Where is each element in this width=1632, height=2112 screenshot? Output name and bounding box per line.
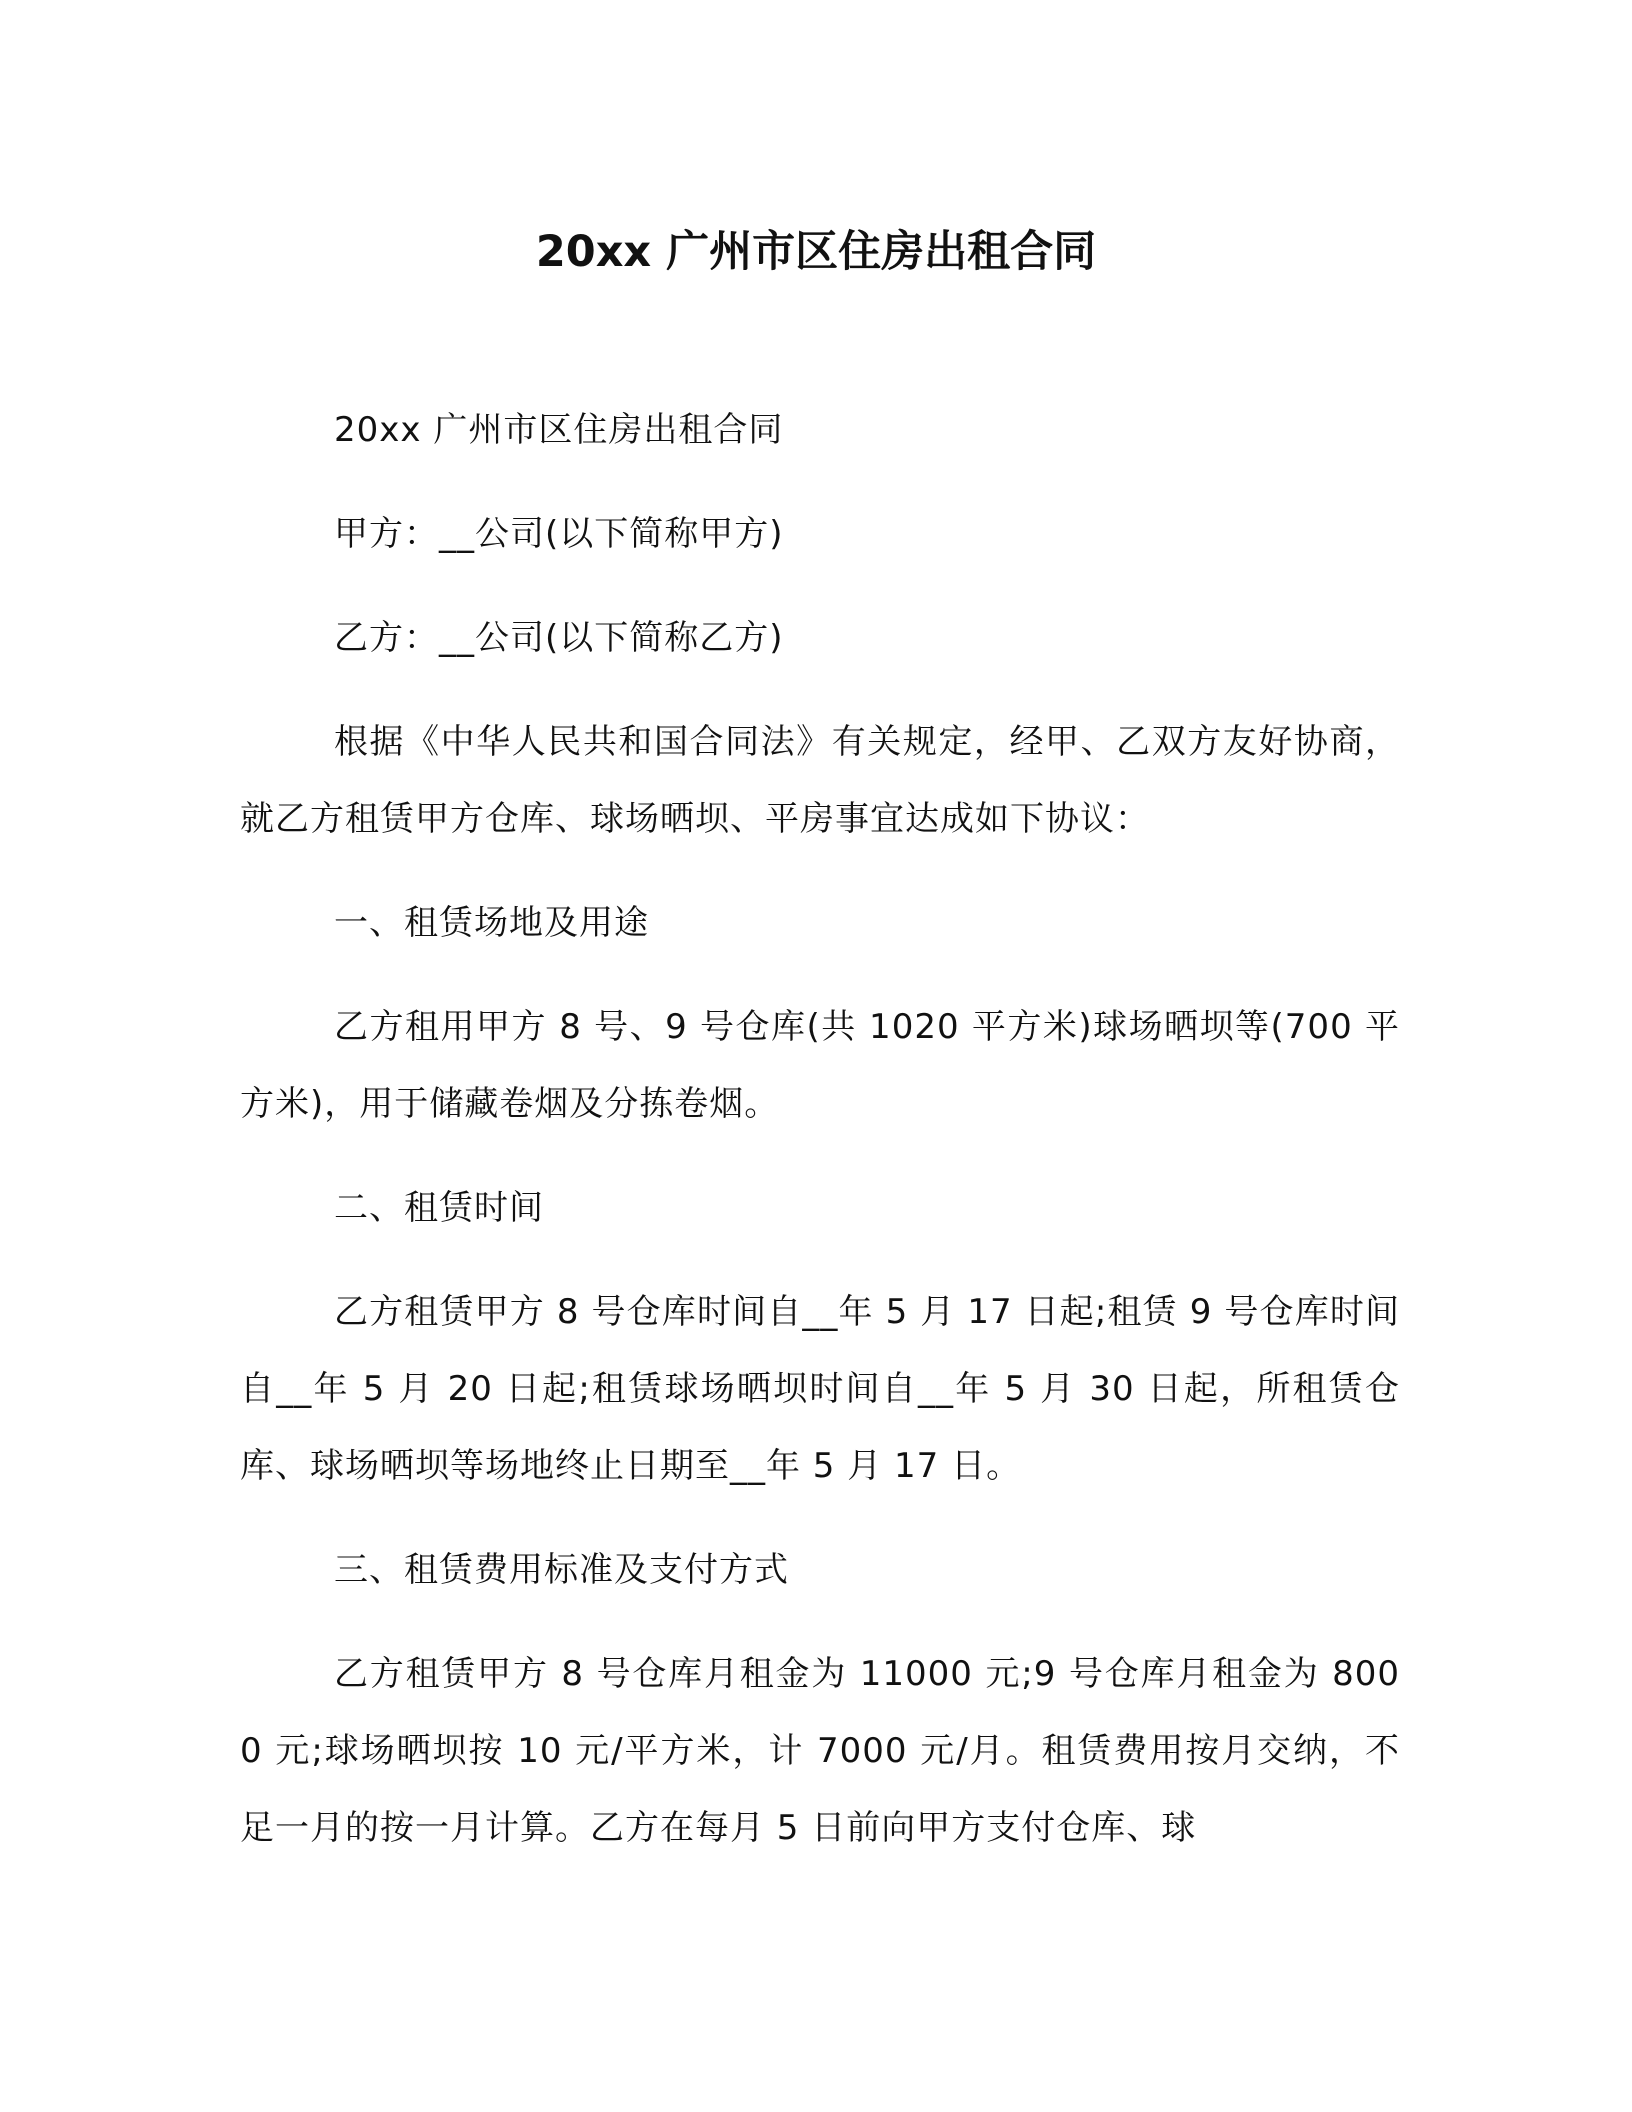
- document-body: [240, 392, 1400, 1894]
- section-heading-3: 三、租赁费用标准及支付方式: [334, 1550, 789, 1590]
- section-heading-1: 一、租赁场地及用途: [334, 903, 649, 943]
- paragraph-rent-payment: 乙方租赁甲方 8 号仓库月租金为 11000 元;9 号仓库月租金为 8000 元;球场晒坝按 10 元/平方米，计 7000 元/月。租赁费用按月交纳，不足一月的按一月计算。乙方在每月 5 日前向甲方支付仓库、球: [240, 1654, 1400, 1848]
- paragraph-party-a: 甲方：__公司(以下简称甲方): [334, 514, 784, 554]
- paragraph-lease-term: 乙方租赁甲方 8 号仓库时间自__年 5 月 17 日起;租赁 9 号仓库时间自__年 5 月 20 日起;租赁球场晒坝时间自__年 5 月 30 日起，所租赁仓库、球场晒坝等场地终止日期至__年 5 月 17 日。: [240, 1292, 1400, 1486]
- paragraph-party-b: 乙方：__公司(以下简称乙方): [334, 618, 784, 658]
- document-title: 20xx 广州市区住房出租合同: [535, 227, 1097, 277]
- paragraph-subtitle: 20xx 广州市区住房出租合同: [334, 410, 784, 450]
- section-heading-2: 二、租赁时间: [334, 1188, 544, 1228]
- paragraph-premises-use: 乙方租用甲方 8 号、9 号仓库(共 1020 平方米)球场晒坝等(700 平方米)，用于储藏卷烟及分拣卷烟。: [240, 1007, 1400, 1124]
- paragraph-preamble: 根据《中华人民共和国合同法》有关规定，经甲、乙双方友好协商，就乙方租赁甲方仓库、球场晒坝、平房事宜达成如下协议：: [240, 722, 1400, 839]
